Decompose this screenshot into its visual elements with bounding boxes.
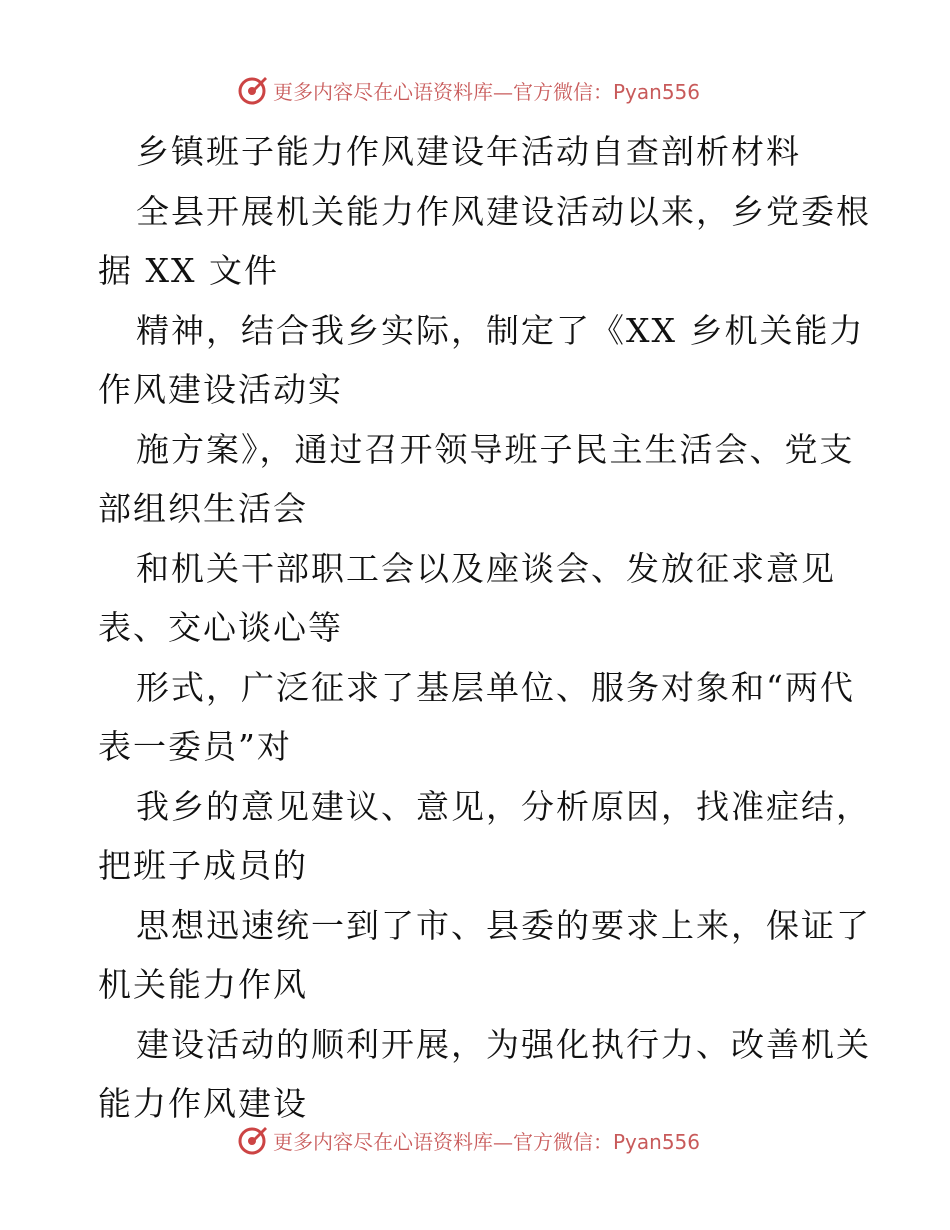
text-line: 机关能力作风 (98, 965, 308, 1004)
watermark-wechat-id: Pyan556 (613, 79, 701, 104)
text-line: 把班子成员的 (98, 846, 308, 885)
footer-watermark (235, 1122, 700, 1158)
text-line: 据 XX 文件 (98, 251, 279, 290)
quill-logo-icon (235, 73, 269, 107)
text-line: 精神，结合我乡实际，制定了《XX 乡机关能力 (136, 310, 865, 350)
watermark-text: 更多内容尽在心语资料库—官方微信： (273, 1129, 613, 1154)
document-body (98, 122, 871, 1134)
watermark-text: 更多内容尽在心语资料库—官方微信： (273, 79, 613, 104)
text-line: 部组织生活会 (98, 489, 308, 528)
text-line: 施方案》，通过召开领导班子民主生活会、党支 (136, 429, 855, 469)
text-line: 我乡的意见建议、意见，分析原因，找准症结， (136, 786, 871, 826)
text-line: 形式，广泛征求了基层单位、服务对象和“两代 (136, 667, 855, 707)
text-line: 作风建设活动实 (98, 370, 343, 409)
text-line: 表、交心谈心等 (98, 608, 343, 647)
text-line: 思想迅速统一到了市、县委的要求上来，保证了 (136, 905, 871, 945)
text-line: 建设活动的顺利开展，为强化执行力、改善机关 (136, 1024, 871, 1064)
text-line: 全县开展机关能力作风建设活动以来，乡党委根 (136, 191, 871, 231)
quill-logo-icon (235, 1123, 269, 1157)
text-line: 能力作风建设 (98, 1084, 308, 1123)
document-title: 乡镇班子能力作风建设年活动自查剖析材料 (136, 132, 801, 171)
header-watermark (235, 72, 700, 108)
watermark-wechat-id: Pyan556 (613, 1129, 701, 1154)
text-line: 和机关干部职工会以及座谈会、发放征求意见 (136, 548, 836, 588)
text-line: 表一委员”对 (98, 727, 292, 766)
